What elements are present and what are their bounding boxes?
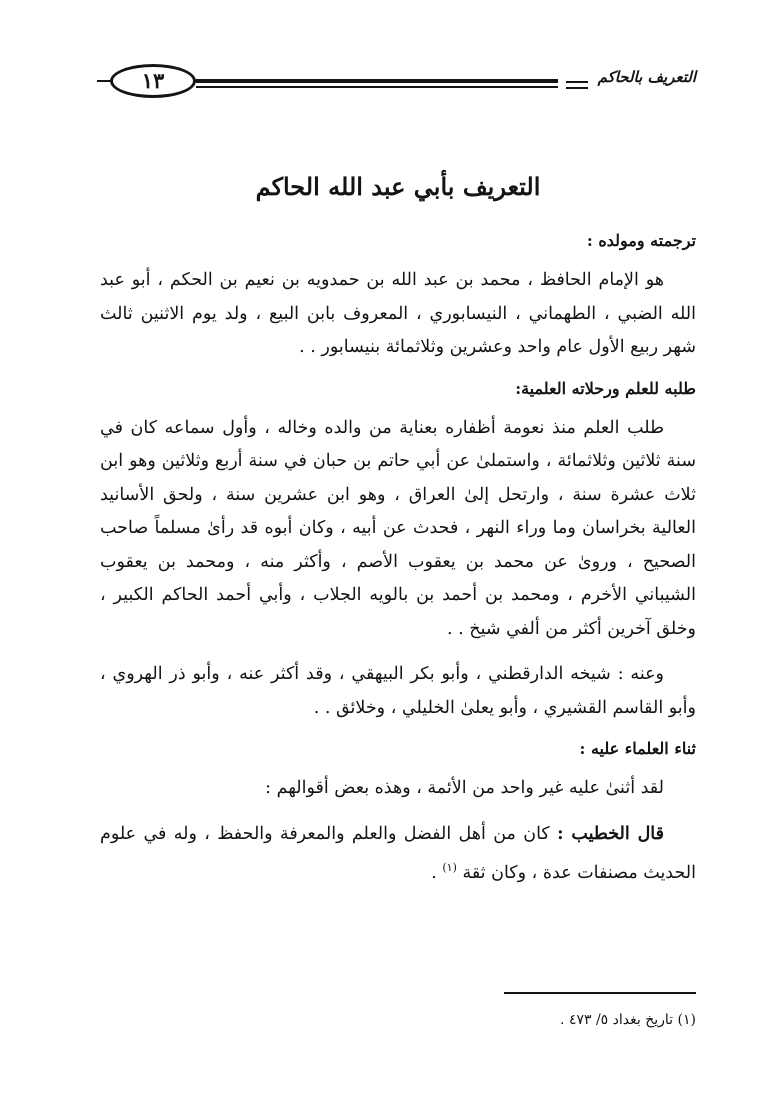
quote-paragraph bbox=[100, 818, 696, 891]
section-heading-praise: ثناء العلماء عليه : bbox=[579, 739, 696, 758]
footnote: (١) تاريخ بغداد ٥/ ٤٧٣ . bbox=[560, 1012, 696, 1028]
footnote-separator bbox=[504, 992, 696, 994]
running-header-title: التعريف بالحاكم bbox=[597, 68, 696, 86]
header-dash-bottom bbox=[566, 87, 588, 89]
page-number: ١٣ bbox=[110, 64, 196, 98]
page-body bbox=[100, 172, 696, 904]
section-heading-biography: ترجمته ومولده : bbox=[586, 231, 696, 250]
header-rule-thick bbox=[196, 79, 558, 83]
running-header bbox=[100, 62, 696, 106]
footnote-reference[interactable]: (١) bbox=[442, 861, 457, 874]
header-rule-thin bbox=[196, 86, 558, 88]
quote-text: كان من أهل الفضل والعلم والمعرفة والحفظ ، وله في علوم الحديث مصنفات عدة ، وكان ثقة bbox=[100, 823, 696, 883]
quote-speaker: قال الخطيب : bbox=[557, 823, 664, 844]
paragraph-studies: طلب العلم منذ نعومة أظفاره بعناية من والده وخاله ، وأول سماعه كان في سنة ثلاثين وثلاثمائة ، واستملىٰ عن أبي حاتم بن حبان في سنة أربع وثلاثين وهو ابن ثلاث عشرة سنة ، وارتحل إلىٰ العراق ، وهو ابن عشرين سنة ، ولحق الأسانيد العالية بخراسان وما وراء النهر ، فحدث عن أبيه ، وكان أبوه قد رأىٰ مسلماً صاحب الصحيح ، وروىٰ عن محمد بن يعقوب الأصم ، وأكثر منه ، ومحمد بن يعقوب الشيباني الأخرم ، ومحمد بن أحمد بن بالويه الجلاب ، وأبي أحمد الحاكم الكبير ، وخلق آخرين أكثر من ألفي شيخ . . bbox=[100, 417, 696, 639]
section-heading-studies: طلبه للعلم ورحلاته العلمية: bbox=[515, 378, 696, 398]
quote-end: . bbox=[431, 862, 443, 883]
paragraph-students: وعنه : شيخه الدارقطني ، وأبو بكر البيهقي ، وقد أكثر عنه ، وأبو ذر الهروي ، وأبو القاسم القشيري ، وأبو يعلىٰ الخليلي ، وخلائق . . bbox=[100, 664, 696, 718]
header-dash-top bbox=[566, 81, 588, 83]
paragraph-praise-intro: لقد أثنىٰ عليه غير واحد من الأئمة ، وهذه بعض أقوالهم : bbox=[265, 778, 664, 798]
paragraph-biography: هو الإمام الحافظ ، محمد بن عبد الله بن حمدويه بن نعيم بن الحكم ، أبو عبد الله الضبي ، الطهماني ، النيسابوري ، المعروف بابن البيع ، ولد يوم الاثنين ثالث شهر ربيع الأول عام واحد وعشرين وثلاثمائة بنيسابور . . bbox=[100, 270, 696, 357]
main-title: التعريف بأبي عبد الله الحاكم bbox=[255, 172, 541, 201]
